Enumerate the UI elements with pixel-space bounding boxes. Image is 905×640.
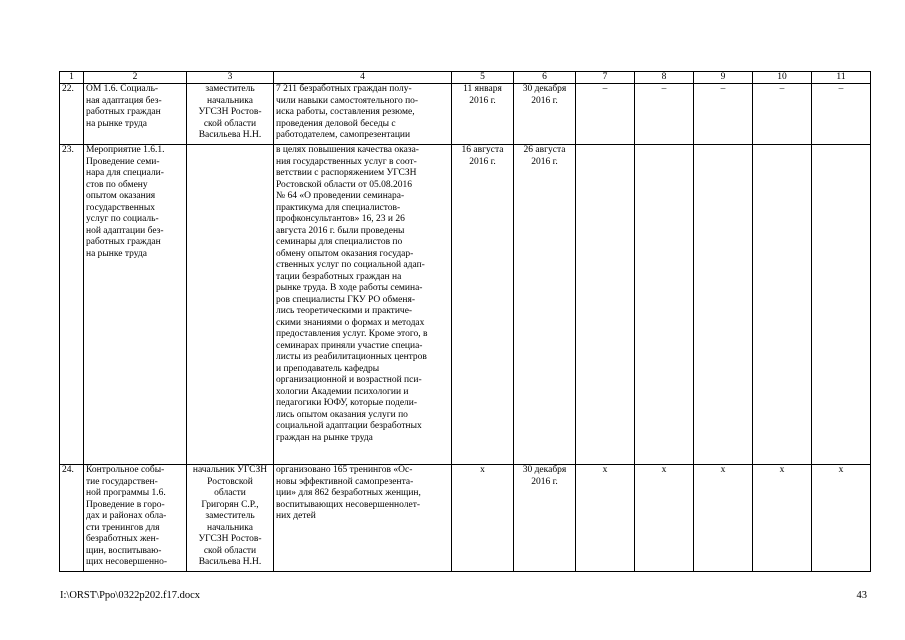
header-cell: 2 [84, 72, 187, 84]
table-row [60, 84, 871, 145]
actual-date: 26 августа 2016 г. [514, 145, 576, 465]
footer-file-path: I:\ORST\Ppo\0322p202.f17.docx [60, 590, 201, 601]
cell-col-9: – [694, 84, 753, 145]
actual-date: 30 декабря 2016 г. [514, 84, 576, 145]
cell-col-10: – [753, 84, 812, 145]
activity-name: Контрольное собы- тие государствен- ной программы 1.6. Проведение в горо- дах и районах обла- сти тренингов для безработных жен- щин, воспитываю- щих несовершенно- [84, 465, 187, 572]
cell-col-9 [694, 145, 753, 465]
cell-col-7: х [576, 465, 635, 572]
responsible-person: начальник УГСЗН Ростовской области Григорян С.Р., заместитель начальника УГСЗН Ростов- ской области Васильева Н.Н. [187, 465, 274, 572]
header-cell: 5 [452, 72, 514, 84]
cell-col-9: х [694, 465, 753, 572]
responsible-person: заместитель начальника УГСЗН Ростов- ской области Васильева Н.Н. [187, 84, 274, 145]
header-cell: 6 [514, 72, 576, 84]
cell-col-8: – [635, 84, 694, 145]
cell-col-11 [812, 145, 871, 465]
result-description: в целях повышения качества оказа- ния государственных услуг в соот- ветствии с распоряжением УГСЗН Ростовской области от 05.08.2016 № 64 «О проведении семинара- практикума для специалистов- профконсультантов» 16, 23 и 26 августа 2016 г. были проведены семинары для специалистов по обмену опытом оказания государ- ственных услуг по социальной адап- тации безработных граждан на рынке труда. В ходе работы семина- ров специалисты ГКУ РО обменя- лись теоретическими и практиче- скими знаниями о формах и методах предоставления услуг. Кроме этого, в семинарах приняли участие специа- листы из реабилитационных центров и преподаватель кафедры организационной и возрастной пси- хологии Академии психологии и педагогики ЮФУ, которые подели- лись опытом оказания услуги по социальной адаптации безработных граждан на рынке труда [274, 145, 452, 465]
header-cell: 8 [635, 72, 694, 84]
cell-col-8 [635, 145, 694, 465]
header-cell: 10 [753, 72, 812, 84]
planned-date: х [452, 465, 514, 572]
cell-col-7: – [576, 84, 635, 145]
header-cell: 4 [274, 72, 452, 84]
table-row [60, 465, 871, 572]
header-cell: 7 [576, 72, 635, 84]
activity-name: ОМ 1.6. Социаль- ная адаптация без- работных граждан на рынке труда [84, 84, 187, 145]
row-number: 23. [60, 145, 84, 465]
row-number: 22. [60, 84, 84, 145]
actual-date: 30 декабря 2016 г. [514, 465, 576, 572]
header-cell: 9 [694, 72, 753, 84]
report-table [59, 71, 871, 572]
result-description: организовано 165 тренингов «Ос- новы эффективной самопрезента- ции» для 862 безработных женщин, воспитывающих несовершеннолет- них детей [274, 465, 452, 572]
table-row [60, 145, 871, 465]
cell-col-11: х [812, 465, 871, 572]
cell-col-8: х [635, 465, 694, 572]
header-cell: 1 [60, 72, 84, 84]
row-number: 24. [60, 465, 84, 572]
page-number: 43 [856, 590, 867, 601]
header-cell: 11 [812, 72, 871, 84]
cell-col-7 [576, 145, 635, 465]
cell-col-11: – [812, 84, 871, 145]
responsible-person [187, 145, 274, 465]
activity-name: Мероприятие 1.6.1. Проведение семи- нара для специали- стов по обмену опытом оказания государственных услуг по социаль- ной адаптации без- работных граждан на рынке труда [84, 145, 187, 465]
planned-date: 11 января 2016 г. [452, 84, 514, 145]
planned-date: 16 августа 2016 г. [452, 145, 514, 465]
cell-col-10: х [753, 465, 812, 572]
header-cell: 3 [187, 72, 274, 84]
table-header-row [60, 72, 871, 84]
cell-col-10 [753, 145, 812, 465]
result-description: 7 211 безработных граждан полу- чили навыки самостоятельного по- иска работы, составления резюме, проведения деловой беседы с работодателем, самопрезентации [274, 84, 452, 145]
